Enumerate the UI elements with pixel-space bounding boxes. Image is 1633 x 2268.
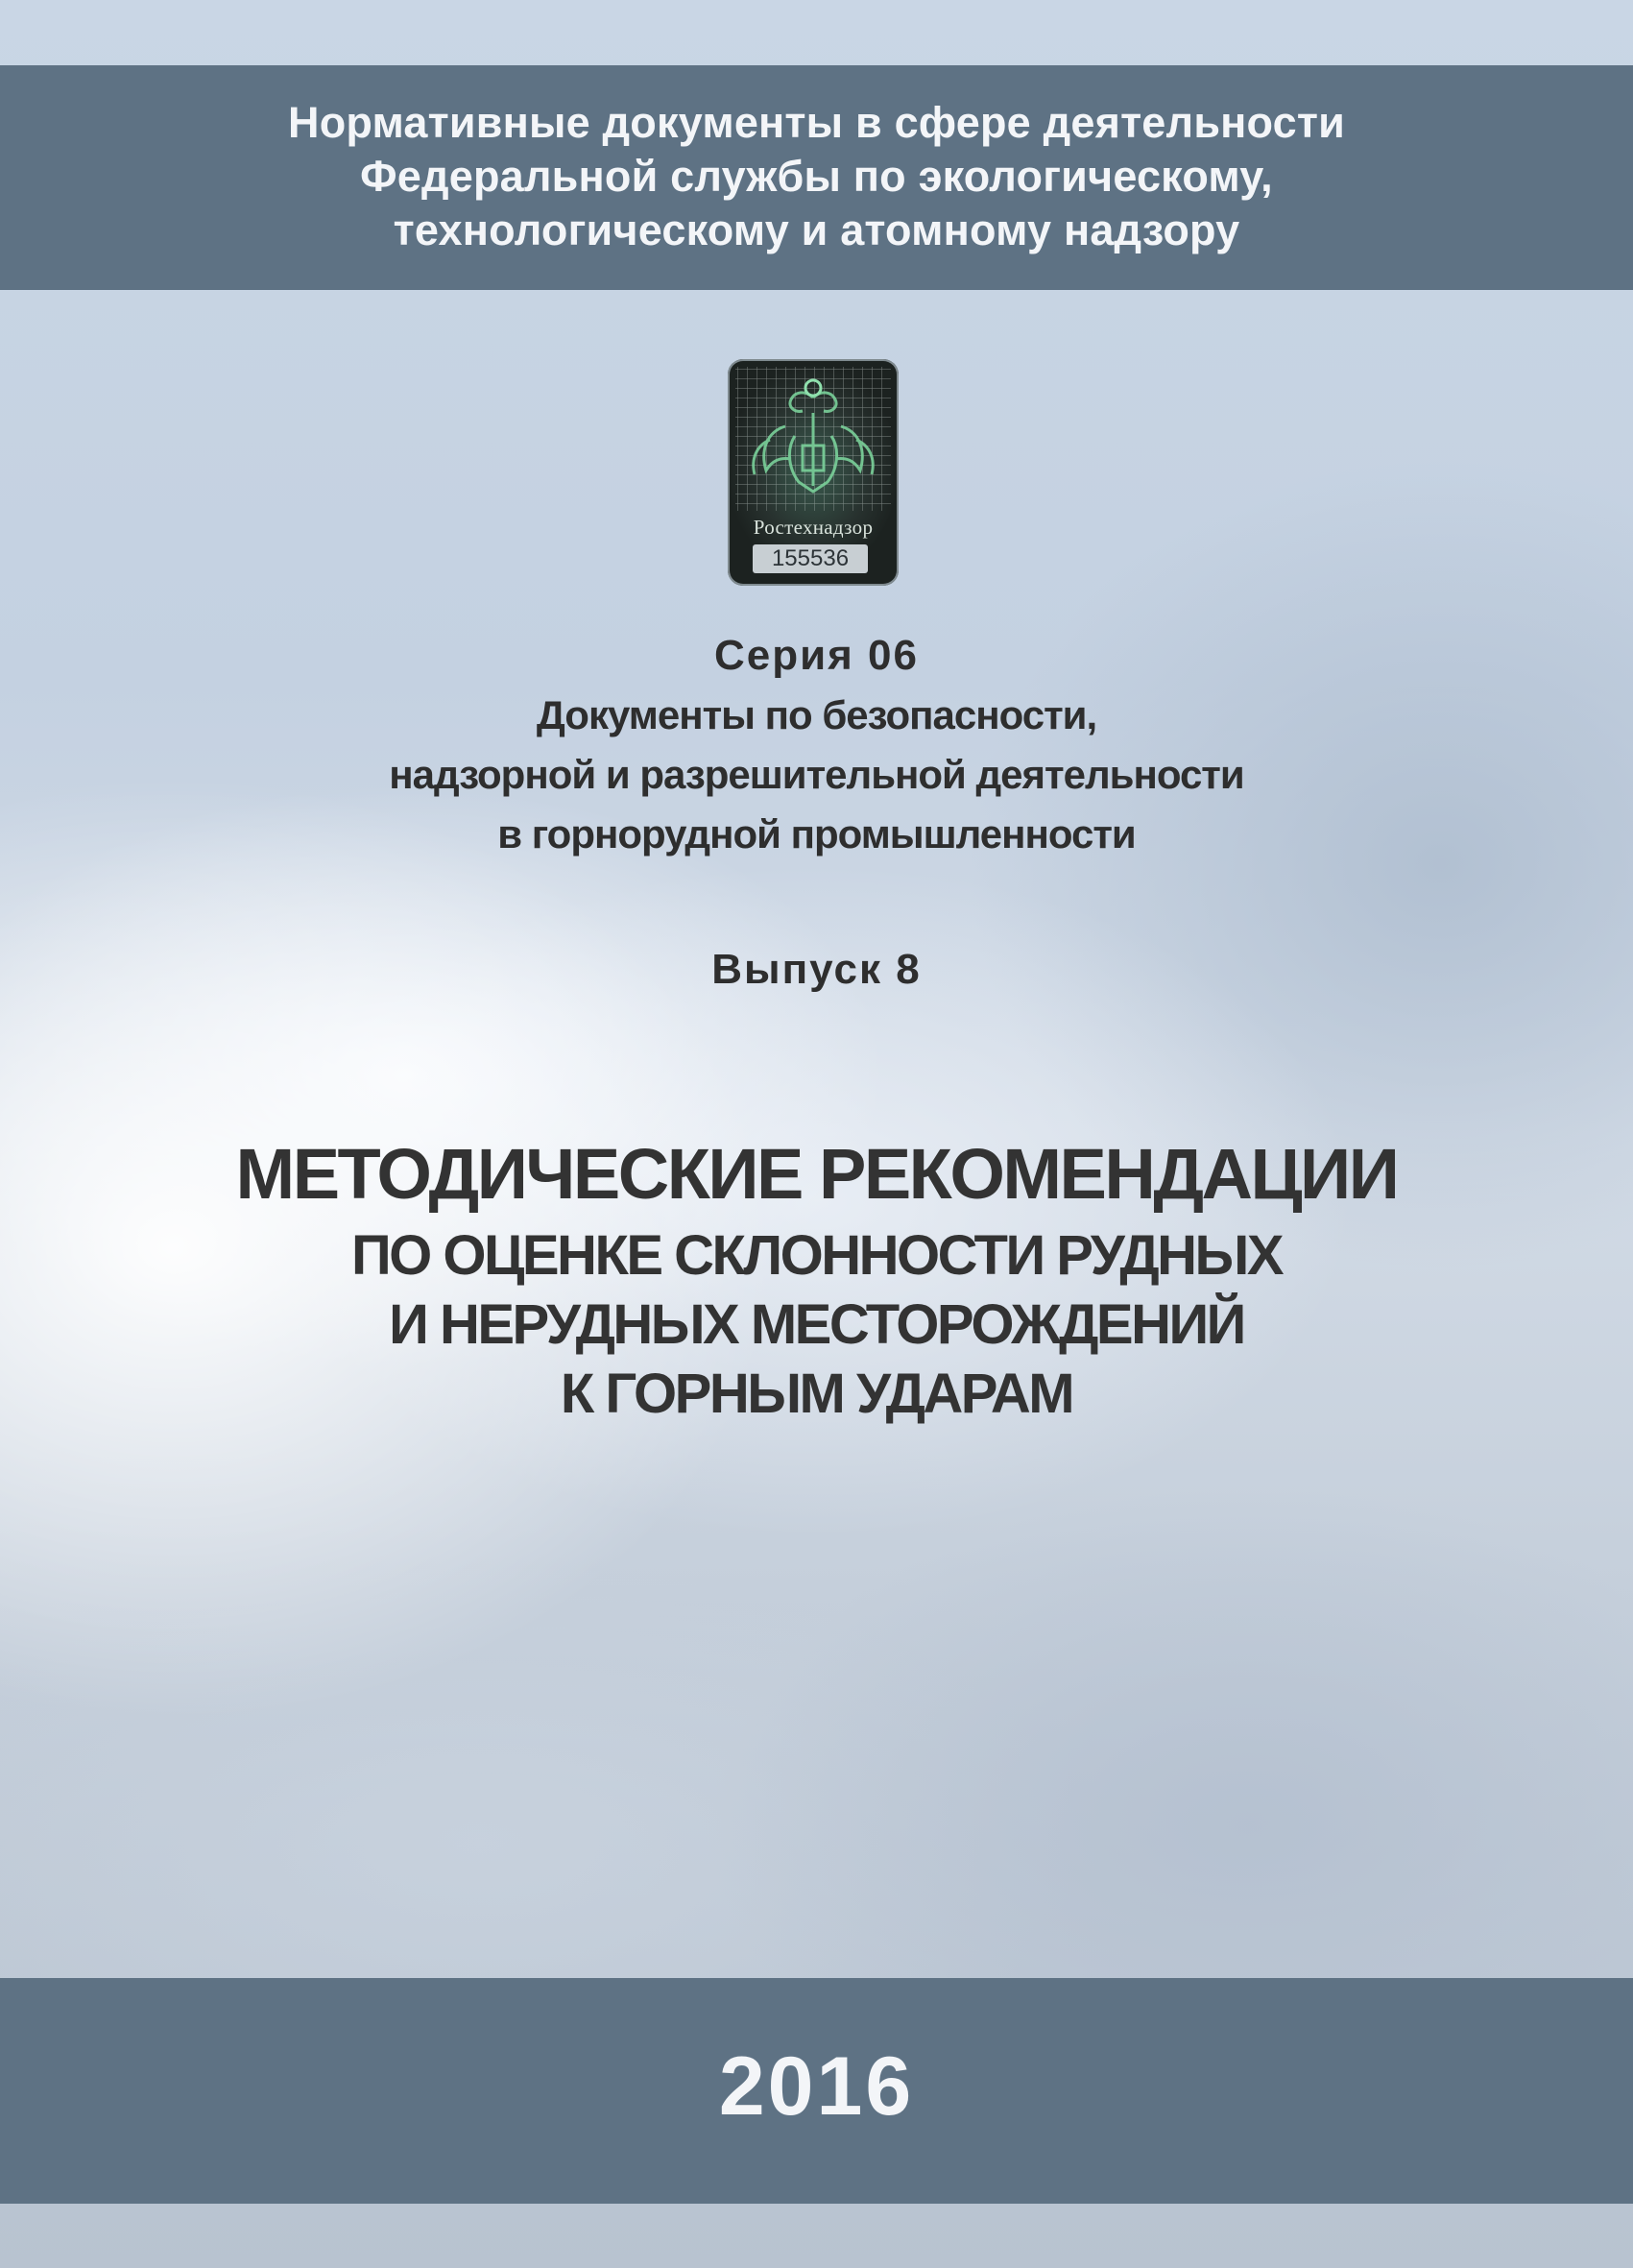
series-description-line: Документы по безопасности, (536, 692, 1097, 737)
series-title: Серия 06 (713, 632, 919, 679)
series-description-line: в горнорудной промышленности (497, 811, 1136, 857)
series-description-line: надзорной и разрешительной деятельности (389, 752, 1244, 797)
hologram-label: Ростехнадзор (753, 516, 874, 539)
agency-header-line: Нормативные документы в сфере деятельности (288, 98, 1345, 147)
agency-header-line: технологическому и атомному надзору (393, 205, 1240, 254)
series-description (0, 686, 1633, 864)
document-title: МЕТОДИЧЕСКИЕ РЕКОМЕНДАЦИИ (235, 1134, 1398, 1214)
publication-year: 2016 (718, 2040, 915, 2133)
agency-header-line: Федеральной службы по экологическому, (360, 152, 1273, 201)
document-subtitle-line: ПО ОЦЕНКЕ СКЛОННОСТИ РУДНЫХ (350, 1224, 1283, 1287)
agency-header (0, 96, 1633, 257)
document-subtitle-line: К ГОРНЫМ УДАРАМ (560, 1363, 1073, 1425)
document-subtitle (0, 1221, 1633, 1429)
hologram-number: 155536 (753, 544, 868, 573)
hologram-sticker (728, 359, 899, 586)
document-subtitle-line: И НЕРУДНЫХ МЕСТОРОЖДЕНИЙ (389, 1293, 1244, 1356)
issue-number: Выпуск 8 (711, 946, 922, 993)
